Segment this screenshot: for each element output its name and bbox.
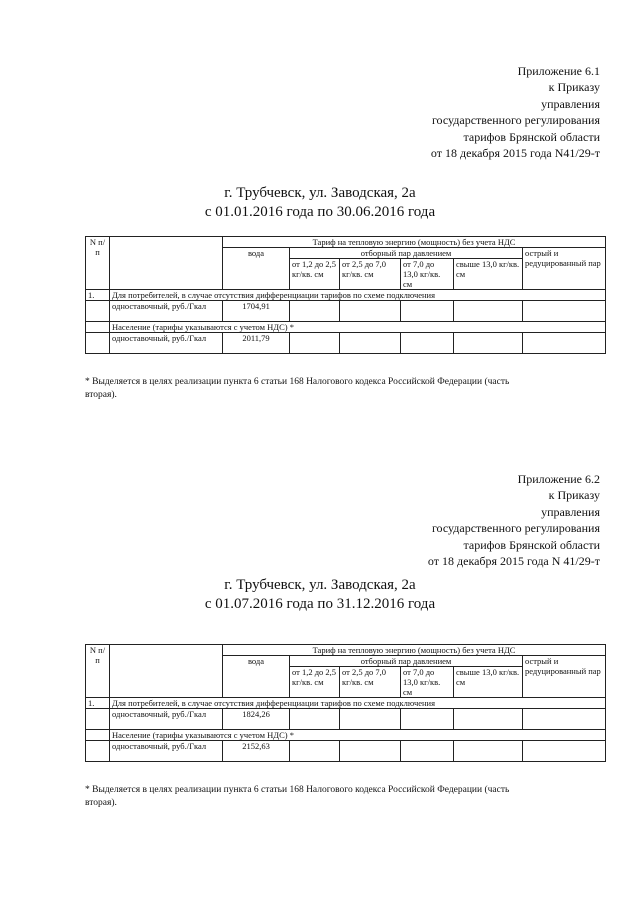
header-num: N п/п	[86, 645, 110, 698]
appendix-line: тарифов Брянской области	[463, 537, 600, 552]
appendix-line: тарифов Брянской области	[463, 129, 600, 144]
cell-empty	[401, 709, 454, 730]
cell-empty	[86, 322, 110, 333]
appendix-header-6-1	[431, 63, 600, 161]
header-tariff: Тариф на тепловую энергию (мощность) без учета НДС	[223, 237, 606, 248]
header-selected-steam: отборный пар давлением	[290, 656, 523, 667]
header-water: вода	[223, 656, 290, 698]
cell-empty	[86, 730, 110, 741]
appendix-line: управления	[541, 504, 600, 519]
header-pressure-4: свыше 13,0 кг/кв. см	[454, 259, 523, 290]
header-pressure-1: от 1,2 до 2,5 кг/кв. см	[290, 259, 340, 290]
row-population: Население (тарифы указываются с учетом НДС) *	[110, 322, 606, 333]
cell-empty	[340, 709, 401, 730]
appendix-line: государственного регулирования	[431, 113, 600, 128]
row-number: 1.	[86, 698, 110, 709]
heading-period: с 01.07.2016 года по 31.12.2016 года	[204, 596, 436, 612]
appendix-line: управления	[541, 96, 600, 111]
row-population: Население (тарифы указываются с учетом НДС) *	[110, 730, 606, 741]
cell-empty	[454, 301, 523, 322]
header-pressure-4: свыше 13,0 кг/кв. см	[454, 667, 523, 698]
cell-empty	[290, 741, 340, 762]
cell-water-value: 1824,26	[223, 709, 290, 730]
cell-empty	[86, 333, 110, 354]
cell-water-value: 2152,63	[223, 741, 290, 762]
header-pressure-2: от 2,5 до 7,0 кг/кв. см	[340, 667, 401, 698]
cell-empty	[86, 301, 110, 322]
cell-empty	[523, 741, 606, 762]
cell-empty	[340, 301, 401, 322]
appendix-line: к Приказу	[548, 80, 600, 95]
header-selected-steam: отборный пар давлением	[290, 248, 523, 259]
header-sharp-steam: острый и редуцированный пар	[523, 248, 606, 290]
cell-empty	[340, 333, 401, 354]
cell-empty	[454, 741, 523, 762]
header-pressure-1: от 1,2 до 2,5 кг/кв. см	[290, 667, 340, 698]
appendix-order-date: от 18 декабря 2015 года N 41/29-т	[427, 554, 600, 569]
tariff-table	[85, 644, 606, 762]
heading-address: г. Трубчевск, ул. Заводская, 2а	[224, 185, 416, 201]
cell-empty	[86, 741, 110, 762]
appendix-line: к Приказу	[548, 488, 600, 503]
heading-period: с 01.01.2016 года по 30.06.2016 года	[204, 204, 436, 220]
cell-empty	[86, 709, 110, 730]
header-empty	[110, 237, 223, 290]
row-consumers: Для потребителей, в случае отсутствия дифференциации тарифов по схеме подключения	[110, 290, 606, 301]
row-label-single-rate: одноставочный, руб./Гкал	[110, 741, 223, 762]
cell-empty	[290, 333, 340, 354]
cell-water-value: 2011,79	[223, 333, 290, 354]
cell-water-value: 1704,91	[223, 301, 290, 322]
appendix-header-6-2	[428, 471, 600, 569]
section-heading	[0, 576, 640, 614]
footnote: * Выделяется в целях реализации пункта 6 статьи 168 Налогового кодекса Российской Федерации (часть вторая).	[85, 785, 510, 808]
cell-empty	[523, 333, 606, 354]
appendix-line: государственного регулирования	[431, 521, 600, 536]
cell-empty	[401, 333, 454, 354]
cell-empty	[290, 709, 340, 730]
row-consumers: Для потребителей, в случае отсутствия дифференциации тарифов по схеме подключения	[110, 698, 606, 709]
header-water: вода	[223, 248, 290, 290]
row-label-single-rate: одноставочный, руб./Гкал	[110, 301, 223, 322]
cell-empty	[454, 333, 523, 354]
appendix-number: Приложение 6.2	[517, 472, 600, 486]
cell-empty	[290, 301, 340, 322]
row-label-single-rate: одноставочный, руб./Гкал	[110, 333, 223, 354]
tariff-table	[85, 236, 606, 354]
heading-address: г. Трубчевск, ул. Заводская, 2а	[224, 577, 416, 593]
header-pressure-2: от 2,5 до 7,0 кг/кв. см	[340, 259, 401, 290]
header-pressure-3: от 7,0 до 13,0 кг/кв. см	[401, 667, 454, 698]
cell-empty	[340, 741, 401, 762]
header-tariff: Тариф на тепловую энергию (мощность) без учета НДС	[223, 645, 606, 656]
header-pressure-3: от 7,0 до 13,0 кг/кв. см	[401, 259, 454, 290]
row-label-single-rate: одноставочный, руб./Гкал	[110, 709, 223, 730]
row-number: 1.	[86, 290, 110, 301]
header-empty	[110, 645, 223, 698]
cell-empty	[454, 709, 523, 730]
cell-empty	[523, 301, 606, 322]
header-sharp-steam: острый и редуцированный пар	[523, 656, 606, 698]
cell-empty	[523, 709, 606, 730]
cell-empty	[401, 741, 454, 762]
appendix-order-date: от 18 декабря 2015 года N41/29-т	[430, 146, 600, 161]
appendix-number: Приложение 6.1	[517, 64, 600, 78]
header-num: N п/п	[86, 237, 110, 290]
footnote: * Выделяется в целях реализации пункта 6 статьи 168 Налогового кодекса Российской Федерации (часть вторая).	[85, 377, 510, 400]
cell-empty	[401, 301, 454, 322]
section-heading	[0, 184, 640, 222]
